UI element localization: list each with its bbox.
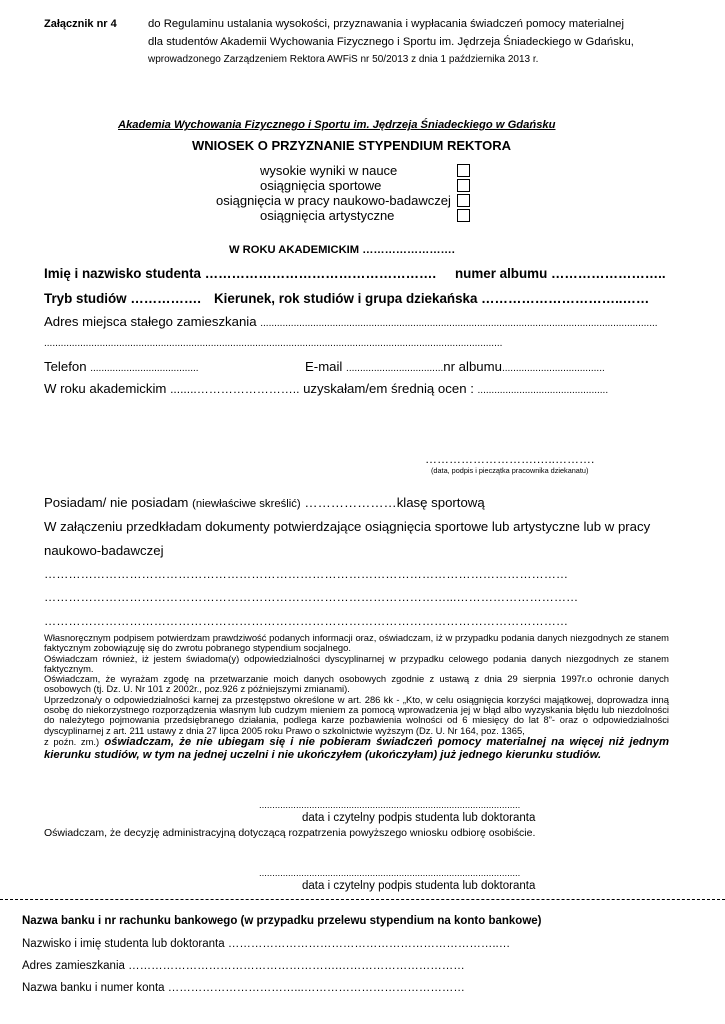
sport-class-input[interactable]: ………………… (304, 495, 397, 510)
declarations (44, 633, 669, 762)
grade-average-label: uzyskałam/em średnią ocen : (303, 381, 474, 396)
phone-input[interactable]: ....................................... (90, 363, 199, 374)
student-signature-caption-2: data i czytelny podpis studenta lub doktoranta (302, 880, 536, 892)
institution-name: Akademia Wychowania Fizycznego i Sportu im. Jędrzeja Śniadeckiego w Gdańsku (118, 119, 556, 131)
declaration-single-course-text: oświadczam, że nie ubiegam się i nie pobieram świadczeń pomocy materialnej na więcej niż jednym kierunku studiów, w tym na jednej uczelni i nie ukończyłem (ukończyłam) już jednego kierunku studiów. (44, 735, 670, 761)
research-achievements-checkbox[interactable] (457, 194, 470, 207)
form-title: WNIOSEK O PRZYZNANIE STYPENDIUM REKTORA (192, 138, 512, 153)
course-label: Kierunek, rok studiów i grupa dziekańska (214, 291, 478, 306)
bank-holder-name-input[interactable]: ……………………………………………………………..… (227, 938, 511, 950)
study-mode-row (44, 291, 201, 306)
address-line-2-input[interactable]: ..................................................................................................................................................................... (44, 338, 503, 349)
album-number-label: numer albumu (455, 266, 548, 281)
album-number-2-label: nr albumu (443, 359, 502, 374)
student-signature-caption-1: data i czytelny podpis studenta lub doktoranta (302, 812, 536, 824)
phone-row (44, 359, 199, 374)
header-line-1: do Regulaminu ustalania wysokości, przyznawania i wypłacania świadczeń pomocy materialnej (148, 18, 624, 30)
header-line-2: dla studentów Akademii Wychowania Fizycznego i Sportu im. Jędrzeja Śniadeckiego w Gdańsku, (148, 36, 634, 48)
student-name-row (44, 266, 436, 281)
academic-year-field[interactable]: W ROKU AKADEMICKIM ……………………. (229, 244, 455, 256)
declaration-criminal-liability: Uprzedzona/y o odpowiedzialności karnej za przestępstwo określone w art. 286 kk - „Kto, w celu osiągnięcia korzyści majątkowej, doprowadza inną osobę do niekorzystnego rozporządzenia własnym lub cudzym mieniem za pomocą wprowadzenia jej w błąd albo wyzyskania błędu lub niezdolności do należytego pojmowania przedsiębranego działania, podlega karze pozbawienia wolności od 6 miesięcy do lat 8”- oraz o odpowiedzialności dyscyplinarnej z art. 211 ustawy z dnia 27 lipca 2005 roku Prawo o szkolnictwie wyższym (Dz. U. Nr 164, poz. 1365, (44, 693, 669, 736)
grade-average-input[interactable]: ............................................... (477, 385, 609, 396)
checkbox-row-sport[interactable] (260, 178, 381, 193)
student-name-input[interactable]: ……………………………………………. (204, 266, 437, 281)
art-achievements-checkbox[interactable] (457, 209, 470, 222)
grade-year-label: W roku akademickim (44, 381, 167, 396)
checkbox-label: osiągnięcia sportowe (260, 178, 382, 193)
checkbox-label: wysokie wyniki w nauce (260, 163, 398, 178)
attachments-input-3[interactable]: ………………………………………………………………………………………………………………… (44, 614, 569, 628)
album-number-input[interactable]: …………………….. (551, 266, 666, 281)
bank-name-row (22, 938, 510, 950)
student-signature-field-1[interactable]: ................................................................................................... (259, 800, 521, 811)
header-line-3: wprowadzonego Zarządzeniem Rektora AWFiS nr 50/2013 z dnia 1 października 2013 r. (148, 54, 539, 65)
attachments-line-1: W załączeniu przedkładam dokumenty potwierdzające osiągnięcia sportowe lub artystyczne lub w pracy (44, 519, 651, 534)
email-label: E-mail (305, 359, 343, 374)
bank-address-label: Adres zamieszkania (22, 960, 125, 972)
address-label: Adres miejsca stałego zamieszkania (44, 314, 257, 329)
attachments-input-1[interactable]: ………………………………………………………………………………………………………………… (44, 567, 569, 581)
bank-address-input[interactable]: ……………………………………………….…………………………… (128, 960, 465, 972)
course-row (214, 291, 649, 306)
address-input[interactable]: ............................................................................................................................................... (260, 318, 658, 329)
dean-office-signature-field[interactable]: ……………………….…..………. (425, 452, 595, 466)
declaration-single-course (44, 735, 669, 762)
bank-account-row (22, 982, 465, 994)
student-name-label: Imię i nazwisko studenta (44, 266, 202, 281)
phone-label: Telefon (44, 359, 87, 374)
attachments-line-2: naukowo-badawczej (44, 543, 164, 558)
grade-year-input[interactable]: ........…………………….. (170, 382, 300, 396)
declaration-single-course-prefix: z poźn. zm.) (44, 735, 100, 747)
grade-average-row (44, 381, 608, 396)
bank-account-label: Nazwa banku i numer konta (22, 982, 165, 994)
bank-address-row (22, 960, 465, 972)
study-mode-input[interactable]: ……………. (130, 291, 202, 306)
sport-class-note: (niewłaściwe skreślić) (192, 498, 301, 510)
checkbox-row-academic[interactable] (260, 163, 397, 178)
declaration-data-consent: Oświadczam, że wyrażam zgodę na przetwarzanie moich danych osobowych zgodnie z ustawą z dnia 29 sierpnia 1997r.o ochronie danych osobowych (tj. Dz. U. Nr 101 z 2002r., poz.926 z późniejszymi zmianami). (44, 673, 669, 695)
checkbox-label: osiągnięcia artystyczne (260, 208, 395, 223)
email-row (305, 359, 605, 374)
course-input[interactable]: …………………………..…… (481, 291, 650, 306)
student-signature-field-2[interactable]: ................................................................................................... (259, 868, 521, 879)
attachments-input-2[interactable]: ………………………………………………………………………………………...………………………… (44, 590, 579, 604)
sport-class-suffix: klasę sportową (396, 495, 485, 510)
declaration-liability: Oświadczam również, iż jestem świadoma(y) odpowiedzialności dyscyplinarnej w przypadku celowego podania danych niezgodnych ze stanem faktycznym. (44, 652, 669, 674)
cut-line-divider (0, 899, 725, 900)
dean-office-signature-caption: (data, podpis i pieczątka pracownika dziekanatu) (431, 466, 589, 475)
decision-pickup-statement: Oświadczam, że decyzję administracyjną dotyczącą rozpatrzenia powyższego wniosku odbiorę osobiście. (44, 827, 536, 839)
bank-account-input[interactable]: ……………………………...…………………………………… (167, 982, 465, 994)
bank-holder-name-label: Nazwisko i imię studenta lub doktoranta (22, 938, 225, 950)
checkbox-row-art[interactable] (260, 208, 394, 223)
academic-results-checkbox[interactable] (457, 164, 470, 177)
address-row (44, 314, 658, 329)
sport-achievements-checkbox[interactable] (457, 179, 470, 192)
declaration-truthfulness: Własnoręcznym podpisem potwierdzam prawdziwość podanych informacji oraz, oświadczam, iż w przypadku podania danych niezgodnych ze stanem faktycznym zobowiązuję się do zwrotu pobranego stypendium socjalnego. (44, 632, 669, 654)
album-number-row (455, 266, 666, 281)
study-mode-label: Tryb studiów (44, 291, 127, 306)
annex-number: Załącznik nr 4 (44, 18, 117, 30)
checkbox-label: osiągnięcia w pracy naukowo-badawczej (216, 193, 451, 208)
email-input[interactable]: ................................... (346, 363, 444, 374)
sport-class-label: Posiadam/ nie posiadam (44, 495, 189, 510)
sport-class-row (44, 495, 485, 510)
bank-section-title: Nazwa banku i nr rachunku bankowego (w przypadku przelewu stypendium na konto bankowe) (22, 915, 542, 927)
checkbox-row-research[interactable] (216, 193, 451, 208)
album-number-2-input[interactable]: ..................................... (501, 363, 605, 374)
